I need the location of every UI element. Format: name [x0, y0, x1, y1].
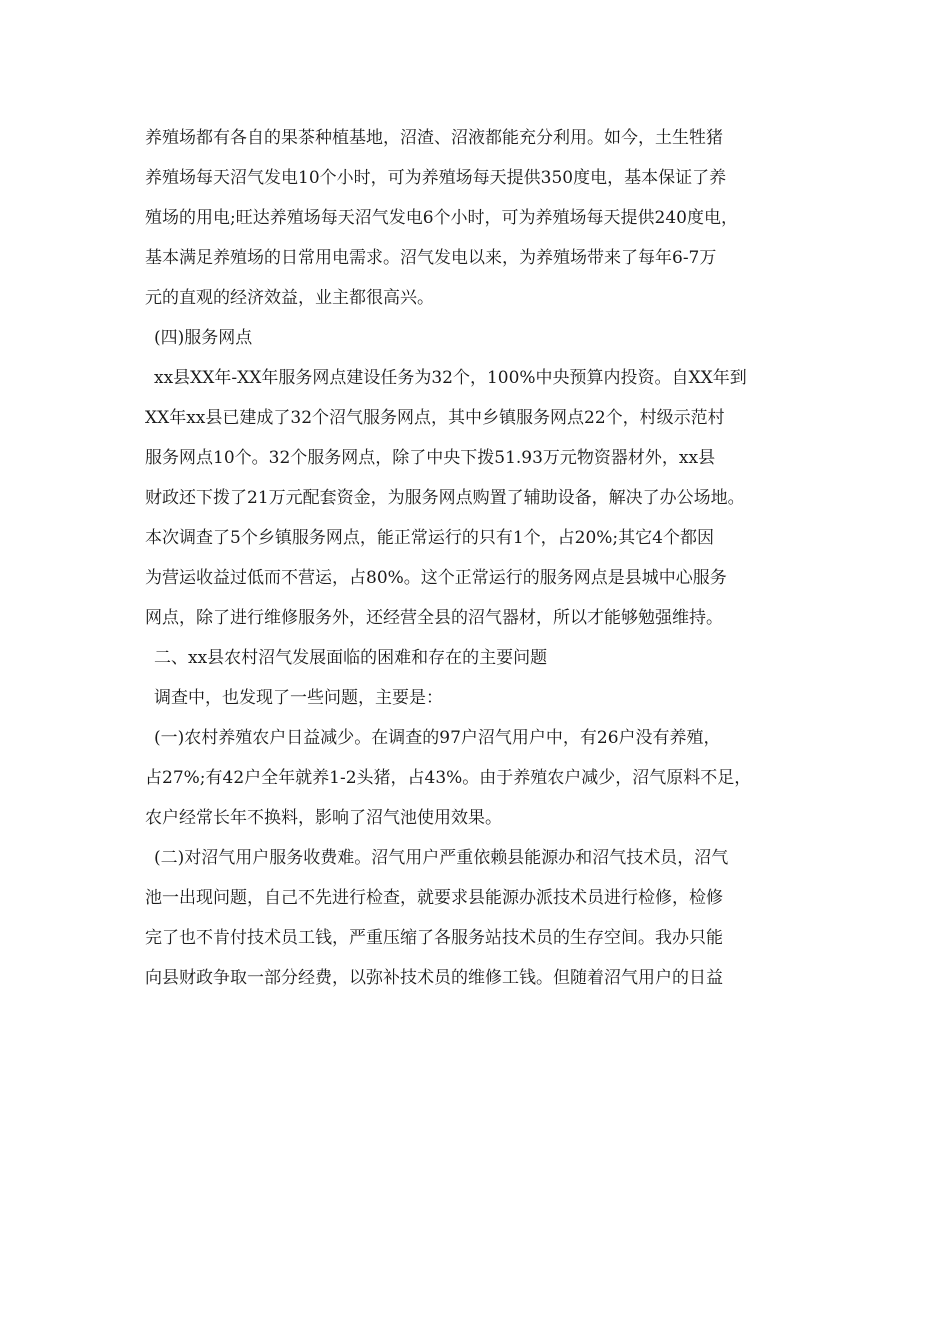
paragraph-line: XX年xx县已建成了32个沼气服务网点，其中乡镇服务网点22个，村级示范村 [145, 408, 725, 428]
document-body [145, 118, 815, 998]
paragraph-line: 养殖场每天沼气发电10个小时，可为养殖场每天提供350度电，基本保证了养 [145, 168, 727, 188]
paragraph-line: 养殖场都有各自的果茶种植基地，沼渣、沼液都能充分利用。如今，土生牲猪 [145, 128, 723, 148]
section-heading-problems: 二、xx县农村沼气发展面临的困难和存在的主要问题 [154, 648, 548, 668]
paragraph-line: xx县XX年-XX年服务网点建设任务为32个，100%中央预算内投资。自XX年到 [154, 368, 747, 388]
paragraph-line: 元的直观的经济效益，业主都很高兴。 [145, 288, 434, 308]
paragraph-line: 财政还下拨了21万元配套资金，为服务网点购置了辅助设备，解决了办公场地。 [145, 488, 745, 508]
paragraph-line: 向县财政争取一部分经费，以弥补技术员的维修工钱。但随着沼气用户的日益 [145, 968, 723, 988]
section-heading-service-outlets: (四)服务网点 [154, 328, 253, 348]
paragraph-line: 殖场的用电;旺达养殖场每天沼气发电6个小时，可为养殖场每天提供240度电， [145, 208, 738, 228]
paragraph-line: 占27%;有42户全年就养1-2头猪，占43%。由于养殖农户减少，沼气原料不足， [145, 768, 752, 788]
paragraph-line: 调查中，也发现了一些问题，主要是： [154, 688, 443, 708]
paragraph-line: 服务网点10个。32个服务网点，除了中央下拨51.93万元物资器材外，xx县 [145, 448, 716, 468]
paragraph-line: 基本满足养殖场的日常用电需求。沼气发电以来，为养殖场带来了每年6-7万 [145, 248, 717, 268]
paragraph-line: 网点，除了进行维修服务外，还经营全县的沼气器材，所以才能够勉强维持。 [145, 608, 723, 628]
paragraph-line: (二)对沼气用户服务收费难。沼气用户严重依赖县能源办和沼气技术员，沼气 [154, 848, 729, 868]
paragraph-line: 农户经常长年不换料，影响了沼气池使用效果。 [145, 808, 502, 828]
paragraph-line: 完了也不肯付技术员工钱，严重压缩了各服务站技术员的生存空间。我办只能 [145, 928, 723, 948]
paragraph-line: (一)农村养殖农户日益减少。在调查的97户沼气用户中，有26户没有养殖， [154, 728, 721, 748]
paragraph-line: 为营运收益过低而不营运，占80%。这个正常运行的服务网点是县城中心服务 [145, 568, 727, 588]
paragraph-line: 池一出现问题，自己不先进行检查，就要求县能源办派技术员进行检修，检修 [145, 888, 723, 908]
paragraph-line: 本次调查了5个乡镇服务网点，能正常运行的只有1个，占20%;其它4个都因 [145, 528, 714, 548]
